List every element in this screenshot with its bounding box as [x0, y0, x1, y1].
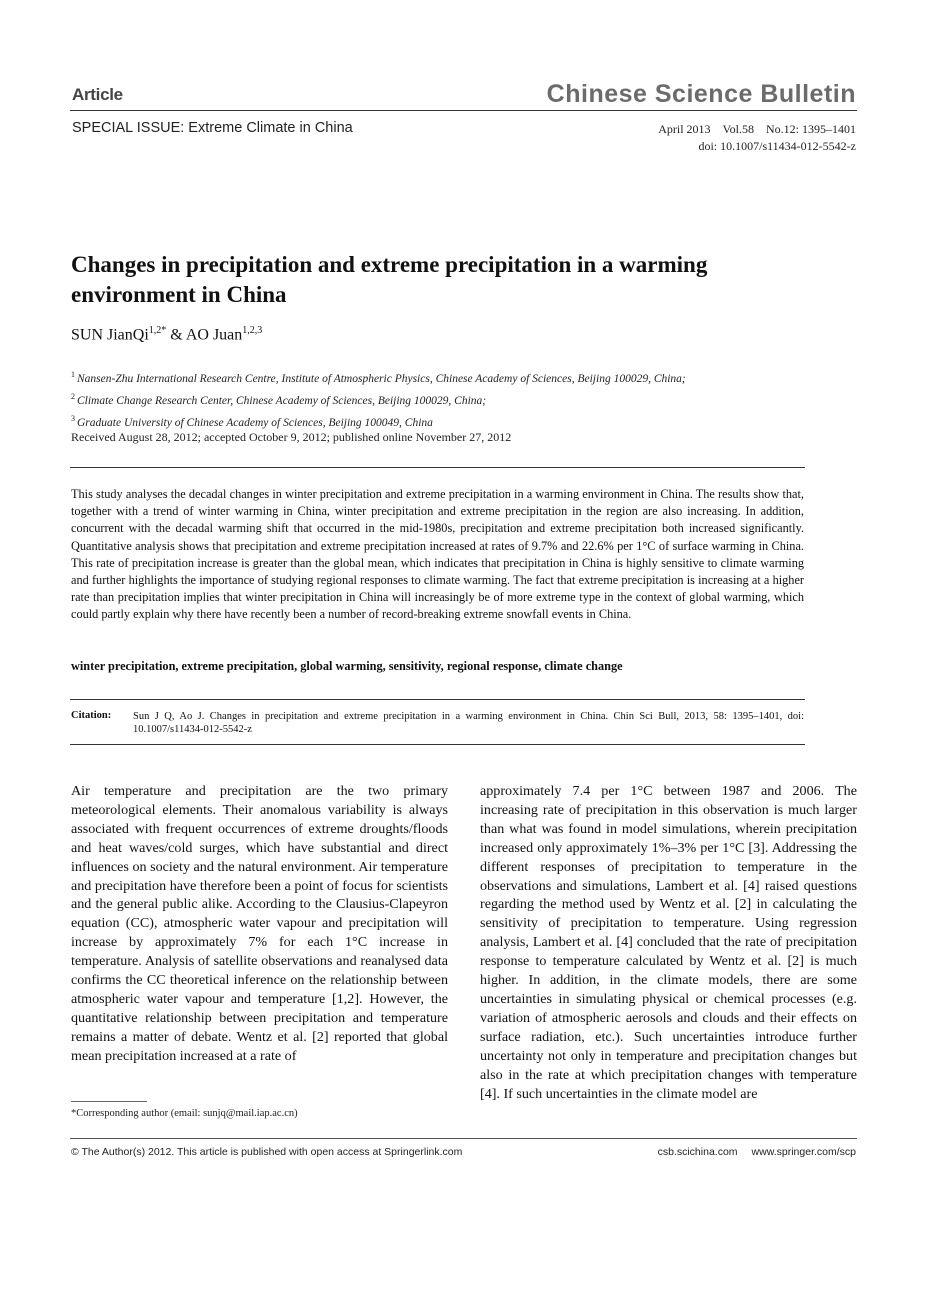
footnote-divider — [71, 1101, 147, 1102]
affiliation-number: 1 — [71, 370, 75, 379]
publication-dates: Received August 28, 2012; accepted October 9, 2012; published online November 27, 2012 — [71, 430, 512, 444]
footer-links — [658, 1146, 856, 1158]
affiliation-text: Climate Change Research Center, Chinese Academy of Sciences, Beijing 100029, China; — [77, 394, 487, 407]
affiliation-item — [71, 388, 831, 410]
citation-divider-top — [70, 699, 805, 700]
footer-link-springer[interactable]: www.springer.com/scp — [751, 1146, 856, 1158]
author-affiliation-marker: 1,2,3 — [242, 325, 263, 336]
abstract-divider — [70, 467, 805, 468]
affiliation-number: 3 — [71, 413, 75, 423]
author-separator: & — [166, 326, 186, 344]
article-type-label: Article — [72, 85, 123, 104]
affiliation-text: Nansen-Zhu International Research Centre, Institute of Atmospheric Physics, Chinese Academy of Sciences, Beijing 100029, China; — [77, 372, 686, 385]
author-name: AO Juan — [185, 326, 243, 344]
footer-divider — [70, 1138, 857, 1139]
body-column-left: Air temperature and precipitation are the two primary meteorological elements. Their anomalous variability is always associated with frequent occurrences of extreme droughts/floods and heat waves/cold surges, which have substantial and direct influences on society and the natural environment. Air temperature and precipitation have therefore been a point of focus for scientists and the general public alike. According to the Clausius-Clapeyron equation (CC), atmospheric water vapour and precipitation will increase by approximately 7% for each 1°C increase in temperature. Analysis of satellite observations and reanalysed data confirms the CC theoretical inference on the relationship between atmospheric water vapour and temperature [1,2]. However, the quantitative relationship between precipitation and temperature remains a matter of debate. Wentz et al. [2] reported that global mean precipitation increased at a rate of — [71, 783, 448, 1064]
author-name: SUN JianQi — [71, 326, 149, 344]
affiliation-text: Graduate University of Chinese Academy of Sciences, Beijing 100049, China — [77, 416, 433, 429]
issue-doi[interactable]: doi: 10.1007/s11434-012-5542-z — [698, 139, 856, 153]
header-divider — [70, 110, 857, 111]
author-list — [71, 325, 262, 344]
citation-divider-bottom — [70, 744, 805, 745]
paper-title: Changes in precipitation and extreme precipitation in a warming environment in China — [71, 252, 708, 307]
affiliation-item — [71, 366, 831, 388]
affiliation-number: 2 — [71, 391, 75, 401]
affiliation-item — [71, 410, 831, 432]
issue-info — [658, 121, 856, 155]
footer-copyright: © The Author(s) 2012. This article is published with open access at Springerlink.com — [71, 1146, 463, 1158]
special-issue-label: SPECIAL ISSUE: Extreme Climate in China — [72, 120, 353, 136]
keywords: winter precipitation, extreme precipitation, global warming, sensitivity, regional response, climate change — [71, 659, 623, 673]
footer-link-csb[interactable]: csb.scichina.com — [657, 1146, 738, 1158]
journal-name: Chinese Science Bulletin — [546, 80, 856, 108]
affiliation-list — [71, 366, 831, 431]
citation-label: Citation: — [71, 710, 112, 721]
issue-volume: Vol.58 — [722, 122, 754, 136]
issue-number-pages: No.12: 1395–1401 — [766, 122, 856, 136]
abstract: This study analyses the decadal changes in winter precipitation and extreme precipitation in a warming environment in China. The results show that, together with a trend of winter warming in China, winter precipitation and extreme precipitation in the region are also increasing. In addition, concurrent with the decadal warming shift that occurred in the mid-1980s, precipitation and extreme precipitation both increased significantly. Quantitative analysis shows that precipitation and extreme precipitation increased at rates of 9.7% and 22.6% per 1°C of surface warming in China. This rate of precipitation increase is greater than the global mean, which indicates that precipitation in China is highly sensitive to climate warming and further highlights the importance of studying regional responses to climate warming. The fact that extreme precipitation is increasing at a higher rate than precipitation implies that winter precipitation in China will increasingly be of more extreme type in the context of global warming, which could partly explain why there have recently been a number of record-breaking extreme snowfall events in China. — [71, 487, 804, 622]
body-column-right: approximately 7.4 per 1°C between 1987 and 2006. The increasing rate of precipitation in this observation is much larger than what was found in model simulations, wherein precipitation increased only approximately 1%–3% per 1°C [3]. Addressing the different responses of precipitation to temperature in the observations and simulations, Lambert et al. [4] raised questions regarding the method used by Wentz et al. [2] in calculating the sensitivity of precipitation to temperature. Using regression analysis, Lambert et al. [4] concluded that the rate of precipitation response to temperature calculated by Wentz et al. [2] is much higher. In addition, in the climate models, there are some uncertainties in simulating physical or chemical processes (e.g. variation of atmospheric aerosols and clouds and their effects on surface radiation, etc.). Such uncertainties introduce further uncertainty not only in temperature and precipitation changes but also in the rate at which precipitation changes with temperature [4]. If such uncertainties in the climate model are — [480, 783, 857, 1102]
issue-date: April 2013 — [658, 122, 711, 136]
author-affiliation-marker: 1,2* — [148, 325, 167, 336]
corresponding-author-footnote: *Corresponding author (email: sunjq@mail.iap.ac.cn) — [71, 1108, 298, 1119]
citation-text: Sun J Q, Ao J. Changes in precipitation and extreme precipitation in a warming environment in China. Chin Sci Bull, 2013, 58: 1395–1401, doi: 10.1007/s11434-012-5542-z — [133, 711, 804, 735]
